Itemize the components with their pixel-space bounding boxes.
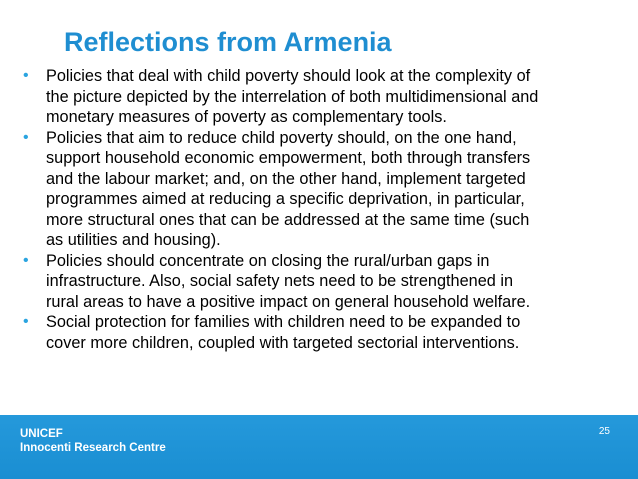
footer-bar bbox=[0, 415, 638, 479]
bullet-line: cover more children, coupled with targeted sectorial interventions. bbox=[46, 333, 520, 352]
bullet-line: monetary measures of poverty as complementary tools. bbox=[46, 108, 447, 126]
bullet-list bbox=[22, 66, 622, 353]
bullet-line: support household economic empowerment, both through transfers bbox=[46, 149, 531, 167]
slide-title: Reflections from Armenia bbox=[64, 27, 392, 57]
bullet-line: as utilities and housing). bbox=[46, 231, 221, 249]
bullet-icon: • bbox=[23, 128, 29, 146]
brand-line-1: UNICEF bbox=[20, 428, 63, 440]
bullet-line: Policies that deal with child poverty should look at the complexity of bbox=[46, 67, 531, 85]
bullet-icon: • bbox=[23, 67, 29, 84]
bullet-line: Policies that aim to reduce child poverty should, on the one hand, bbox=[46, 128, 517, 147]
bullet-line: infrastructure. Also, social safety nets need to be strengthened in bbox=[46, 272, 514, 290]
bullet-item bbox=[22, 251, 622, 313]
page-number: 25 bbox=[598, 426, 610, 437]
bullet-item bbox=[22, 66, 622, 128]
bullet-line: Social protection for families with children need to be expanded to bbox=[46, 313, 521, 331]
unicef-logo-text bbox=[20, 427, 166, 455]
bullet-icon: • bbox=[23, 313, 29, 330]
bullet-line: the picture depicted by the interrelation of both multidimensional and bbox=[46, 87, 539, 106]
bullet-line: programmes aimed at reducing a specific deprivation, in particular, bbox=[46, 190, 525, 208]
bullet-item bbox=[22, 128, 622, 251]
bullet-line: and the labour market; and, on the other hand, implement targeted bbox=[46, 169, 526, 188]
bullet-line: rural areas to have a positive impact on general household welfare. bbox=[46, 292, 531, 311]
brand-line-2: Innocenti Research Centre bbox=[20, 442, 166, 454]
bullet-line: Policies should concentrate on closing the rural/urban gaps in bbox=[46, 251, 490, 270]
bullet-icon: • bbox=[23, 251, 29, 269]
bullet-line: more structural ones that can be addressed at the same time (such bbox=[46, 210, 530, 229]
bullet-item bbox=[22, 312, 622, 353]
